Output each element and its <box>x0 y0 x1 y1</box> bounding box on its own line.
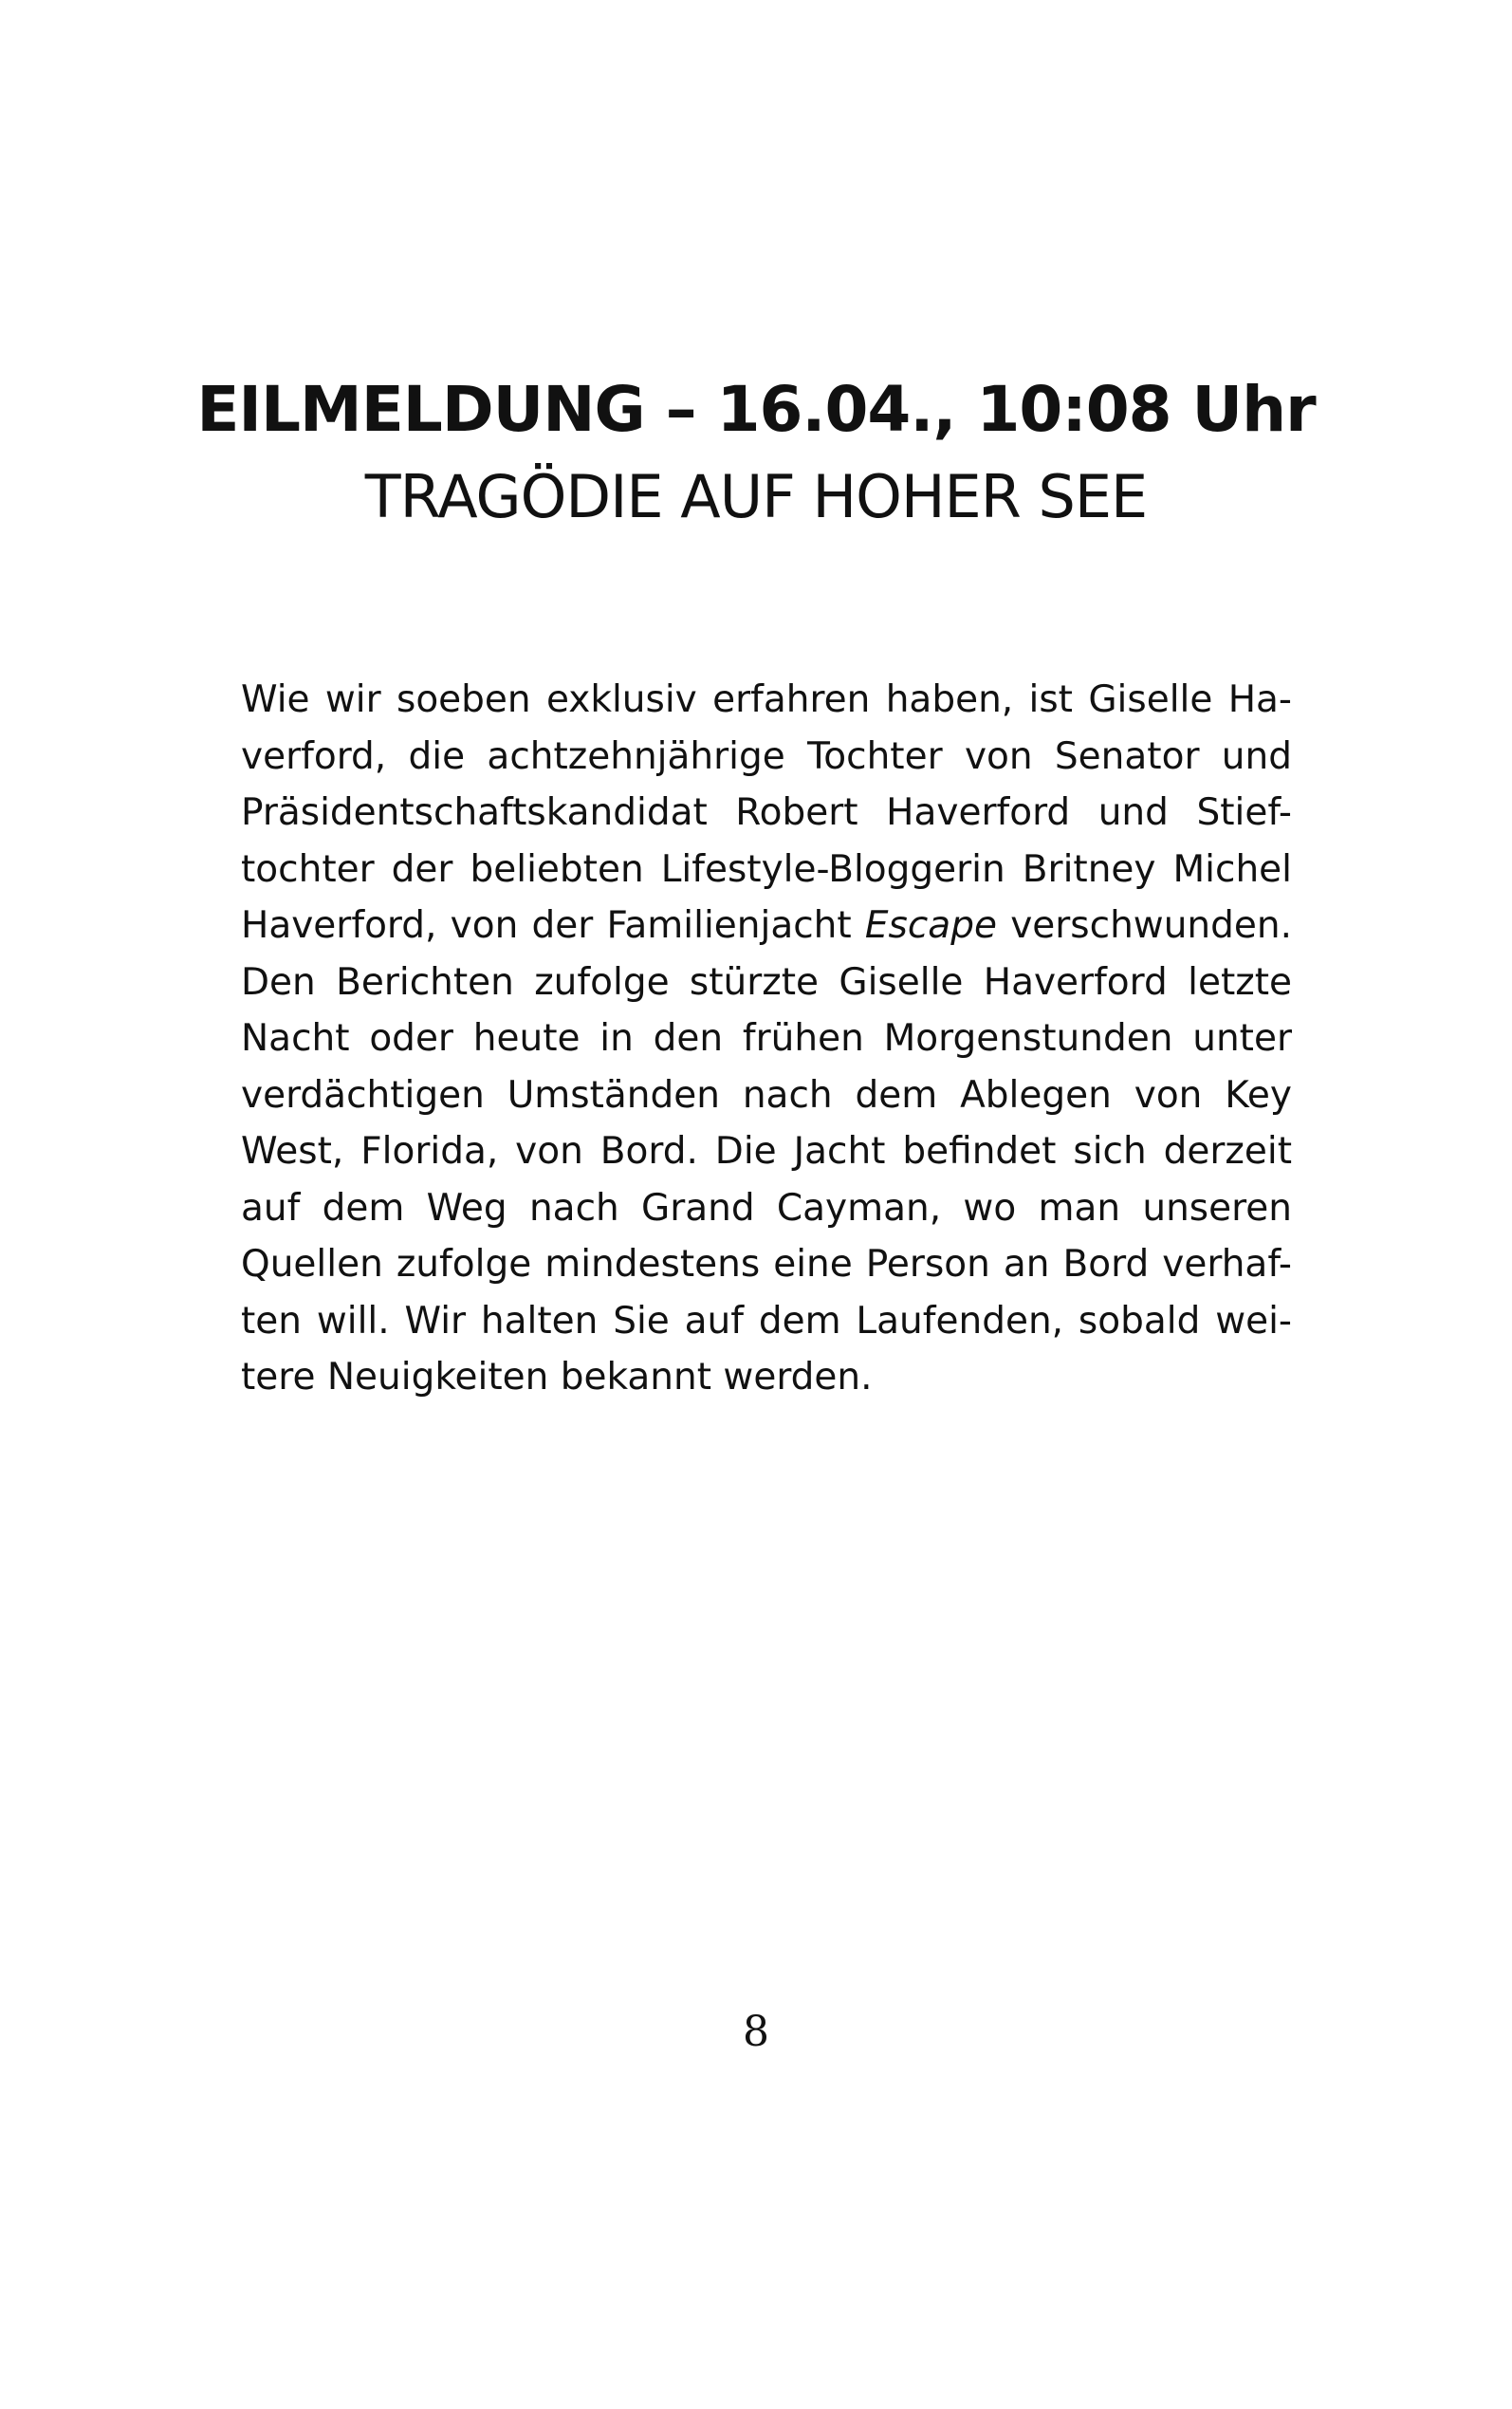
article-line: Präsidentschaftskandidat Robert Haverford und Stief- <box>241 791 1292 834</box>
article-line: tere Neuigkeiten bekannt werden. <box>241 1356 873 1399</box>
yacht-name: Escape <box>864 904 997 947</box>
article-line <box>241 898 1292 954</box>
article-line: Quellen zufolge mindestens eine Person an Bord verhaf- <box>241 1243 1292 1286</box>
article-line: verdächtigen Umständen nach dem Ablegen von Key <box>241 1073 1292 1117</box>
line-text-before-yacht-name: Haverford, von der Familienjacht <box>241 904 852 947</box>
page-number: 8 <box>743 2008 769 2056</box>
article-line: West, Florida, von Bord. Die Jacht befindet sich derzeit <box>241 1130 1292 1173</box>
article-line: verford, die achtzehnjährige Tochter von Senator und <box>241 734 1292 778</box>
article-line: tochter der beliebten Lifestyle-Bloggerin Britney Michel <box>241 847 1292 891</box>
breaking-news-heading: EILMELDUNG – 16.04., 10:08 Uhr <box>196 373 1316 446</box>
article-line: auf dem Weg nach Grand Cayman, wo man unseren <box>241 1186 1292 1230</box>
tragedy-subheading: TRAGÖDIE AUF HOHER SEE <box>364 462 1148 531</box>
article-line: ten will. Wir halten Sie auf dem Laufenden, sobald wei- <box>241 1299 1292 1343</box>
article-line: Den Berichten zufolge stürzte Giselle Haverford letzte <box>241 960 1292 1004</box>
article-line: Nacht oder heute in den frühen Morgenstunden unter <box>241 1017 1292 1060</box>
article-line: Wie wir soeben exklusiv erfahren haben, ist Giselle Ha- <box>241 678 1292 721</box>
line-text-after-yacht-name: verschwunden. <box>1010 904 1292 947</box>
article-body <box>241 672 1292 1406</box>
